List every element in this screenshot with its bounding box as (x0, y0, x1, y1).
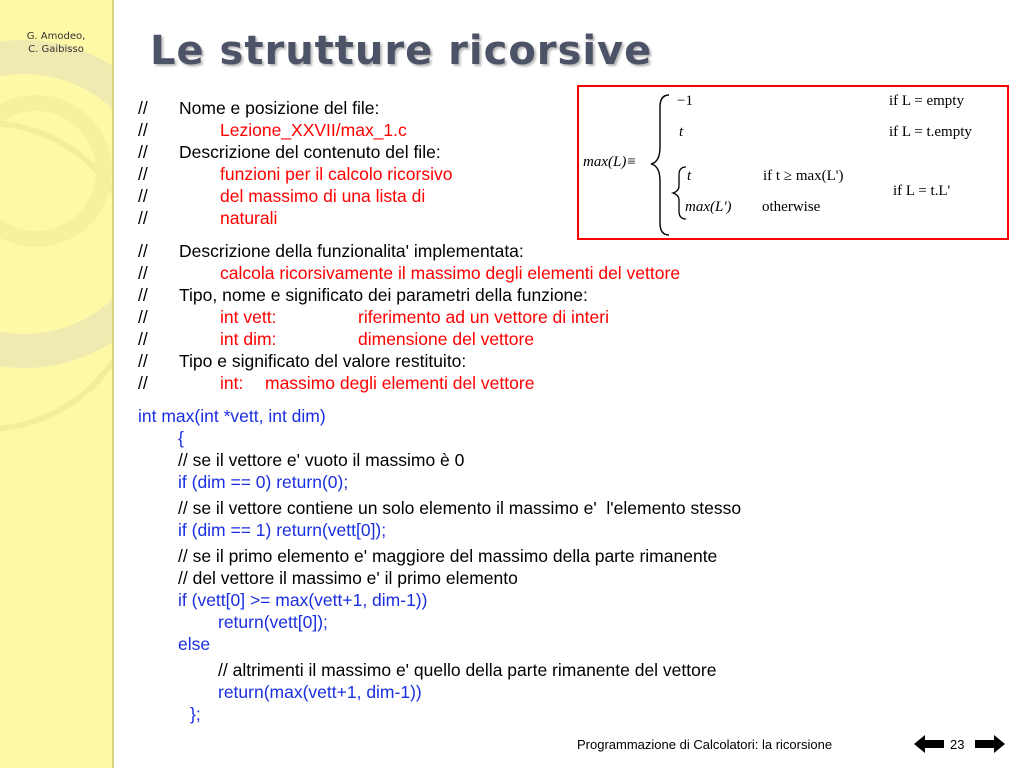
comment-text: dimensione del vettore (358, 329, 535, 349)
code-line: return(vett[0]); (218, 612, 328, 632)
code-line: return(max(vett+1, dim-1)) (218, 682, 422, 702)
code-line: if (dim == 1) return(vett[0]); (178, 520, 387, 540)
formula-braces (579, 87, 1011, 242)
decorative-sidebar (0, 0, 113, 768)
comment-marker: // (138, 351, 148, 371)
comment-text: Lezione_XXVII/max_1.c (220, 120, 407, 140)
case3-condition: if L = t.L' (893, 183, 951, 199)
comment-marker: // (138, 142, 148, 162)
slide-title: Le strutture ricorsive (150, 28, 653, 74)
comment-marker: // (138, 186, 148, 206)
comment-marker: // (138, 307, 148, 327)
comment-text: Descrizione del contenuto del file: (179, 142, 441, 162)
code-line: // altrimenti il massimo e' quello della parte rimanente del vettore (218, 660, 717, 680)
code-line: { (178, 428, 184, 448)
comment-text: funzioni per il calcolo ricorsivo (220, 164, 453, 184)
comment-text: Tipo, nome e significato dei parametri della funzione: (179, 285, 588, 305)
comment-marker: // (138, 98, 148, 118)
code-block (138, 405, 741, 725)
code-line: // se il vettore e' vuoto il massimo è 0 (178, 450, 465, 470)
outer-brace (651, 95, 669, 235)
inner-case2-condition: otherwise (762, 199, 821, 215)
comment-text: Descrizione della funzionalita' implementata: (179, 241, 524, 261)
code-line: // del vettore il massimo e' il primo elemento (178, 568, 518, 588)
comment-marker: // (138, 208, 148, 228)
comment-text: del massimo di una lista di (220, 186, 426, 206)
comment-marker: // (138, 241, 148, 261)
comment-marker: // (138, 164, 148, 184)
case1-value: −1 (677, 93, 693, 109)
comment-text: riferimento ad un vettore di interi (358, 307, 609, 327)
sidebar-divider (112, 0, 114, 768)
author-line: G. Amodeo, (26, 31, 86, 42)
comment-text: calcola ricorsivamente il massimo degli elementi del vettore (220, 263, 681, 283)
code-line: }; (190, 704, 201, 724)
comment-marker: // (138, 329, 148, 349)
next-arrow-icon[interactable] (975, 735, 1005, 753)
formula-lhs: max(L)≡ (583, 154, 637, 170)
inner-case1-condition: if t ≥ max(L') (763, 168, 844, 184)
previous-arrow-icon[interactable] (914, 735, 944, 753)
case2-value: t (679, 124, 684, 140)
case2-condition: if L = t.empty (889, 124, 972, 140)
author-line: C. Gaibisso (28, 44, 84, 55)
code-line: if (dim == 0) return(0); (178, 472, 349, 492)
comment-text: massimo degli elementi del vettore (265, 373, 535, 393)
comment-text: int: (220, 373, 244, 393)
case1-condition: if L = empty (889, 93, 964, 109)
footer-course-title: Programmazione di Calcolatori: la ricorsione (577, 737, 833, 752)
code-line: // se il primo elemento e' maggiore del massimo della parte rimanente (178, 546, 718, 566)
code-line: int max(int *vett, int dim) (138, 406, 326, 426)
inner-case2-value: max(L') (685, 199, 732, 215)
author-credit (0, 30, 112, 56)
comment-text: Tipo e significato del valore restituito: (179, 351, 467, 371)
code-line: if (vett[0] >= max(vett+1, dim-1)) (178, 590, 428, 610)
comment-marker: // (138, 285, 148, 305)
comment-text: naturali (220, 208, 278, 228)
recursive-definition-formula (577, 85, 1009, 240)
page-number: 23 (950, 737, 965, 752)
comment-text: Nome e posizione del file: (179, 98, 380, 118)
code-line: else (178, 634, 211, 654)
inner-case1-value: t (687, 168, 692, 184)
comment-marker: // (138, 120, 148, 140)
comment-text: int vett: (220, 307, 277, 327)
code-line: // se il vettore contiene un solo elemento il massimo e' l'elemento stesso (178, 498, 742, 518)
comment-marker: // (138, 373, 148, 393)
comment-marker: // (138, 263, 148, 283)
comment-text: int dim: (220, 329, 277, 349)
